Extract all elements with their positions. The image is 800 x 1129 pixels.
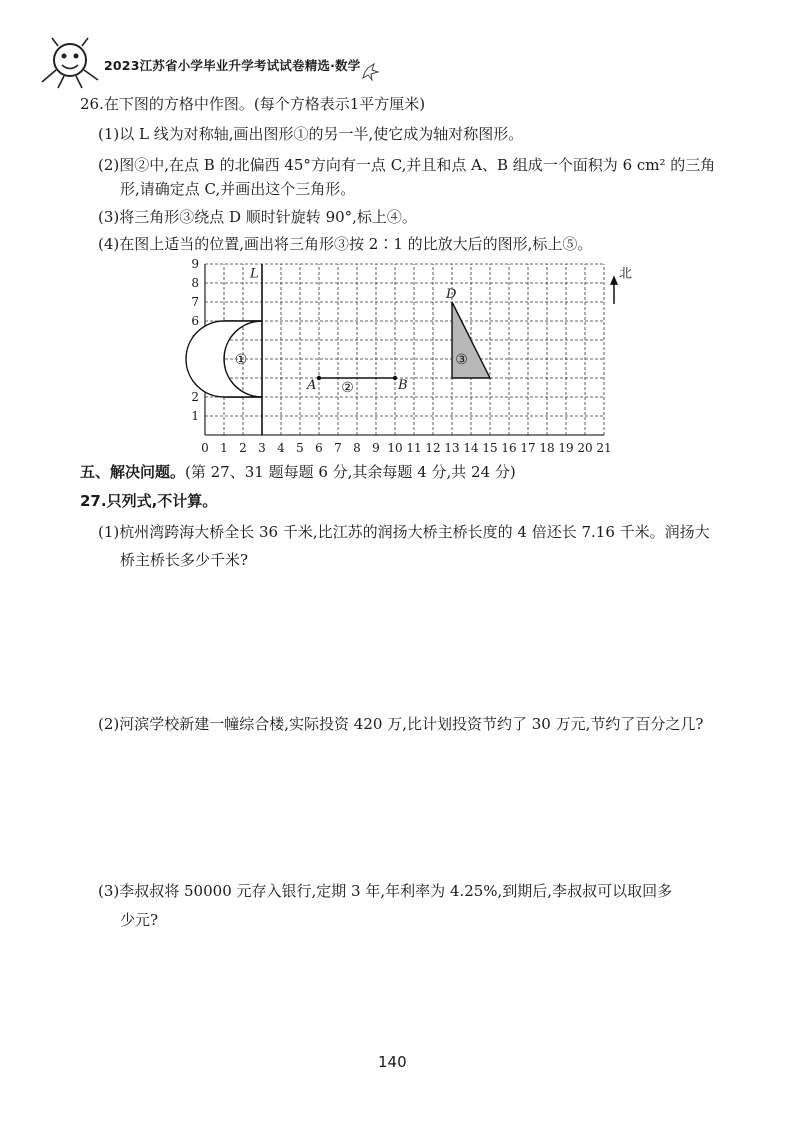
section5-heading xyxy=(80,462,516,482)
grid-lines xyxy=(205,264,604,435)
x-tick-label: 13 xyxy=(444,441,460,455)
q27-part3-line1: (3)李叔叔将 50000 元存入银行,定期 3 年,年利率为 4.25%,到期后,李叔叔可以取回多 xyxy=(98,882,673,900)
section5-title: 五、解决问题。 xyxy=(80,463,186,481)
header-title: 2023江苏省小学毕业升学考试试卷精选·数学 xyxy=(104,58,361,73)
grid-figure xyxy=(0,258,800,458)
y-tick-label: 2 xyxy=(191,390,199,404)
point-b-dot xyxy=(393,376,397,380)
x-tick-label: 6 xyxy=(315,441,323,455)
q27-stem: 27.只列式,不计算。 xyxy=(80,492,218,510)
shape3-label: ③ xyxy=(455,352,468,368)
x-tick-label: 21 xyxy=(596,441,612,455)
axis-line-l-label: L xyxy=(250,266,259,282)
grid-shapes xyxy=(186,264,632,435)
shape1-label: ① xyxy=(234,352,248,368)
section5-note: (第 27、31 题每题 6 分,其余每题 4 分,共 24 分) xyxy=(185,463,516,481)
y-tick-label: 8 xyxy=(191,276,199,290)
x-tick-label: 12 xyxy=(425,441,441,455)
point-a-dot xyxy=(317,376,321,380)
point-b-label: B xyxy=(398,378,408,393)
x-tick-label: 18 xyxy=(539,441,555,455)
y-tick-label: 7 xyxy=(191,295,199,309)
x-tick-label: 5 xyxy=(296,441,304,455)
q27-part3-line2: 少元? xyxy=(120,911,159,929)
x-tick-label: 17 xyxy=(520,441,536,455)
q26-part1: (1)以 L 线为对称轴,画出图形①的另一半,使它成为轴对称图形。 xyxy=(98,125,524,143)
x-tick-label: 11 xyxy=(406,441,422,455)
north-arrow-icon xyxy=(610,275,618,285)
page-number: 140 xyxy=(378,1053,407,1071)
q27-part1-line1: (1)杭州湾跨海大桥全长 36 千米,比江苏的润扬大桥主桥长度的 4 倍还长 7.16 千米。润扬大 xyxy=(98,523,710,541)
q27-part1-line2: 桥主桥长多少千米? xyxy=(120,551,249,569)
y-tick-label: 6 xyxy=(191,314,199,328)
x-tick-label: 19 xyxy=(558,441,574,455)
point-d-label: D xyxy=(446,287,457,302)
x-tick-label: 0 xyxy=(201,441,209,455)
y-tick-label: 1 xyxy=(191,409,199,423)
point-a-label: A xyxy=(307,378,317,393)
q26-part3: (3)将三角形③绕点 D 顺时针旋转 90°,标上④。 xyxy=(98,208,417,226)
q27-part2: (2)河滨学校新建一幢综合楼,实际投资 420 万,比计划投资节约了 30 万元,节约了百分之几? xyxy=(98,715,704,733)
x-tick-label: 10 xyxy=(387,441,403,455)
q26-part2-line2: 形,请确定点 C,并画出这个三角形。 xyxy=(120,180,356,198)
x-tick-label: 1 xyxy=(220,441,228,455)
x-tick-label: 16 xyxy=(501,441,517,455)
q26-stem: 26.在下图的方格中作图。(每个方格表示1平方厘米) xyxy=(80,95,426,113)
x-tick-label: 3 xyxy=(258,441,266,455)
north-label: 北 xyxy=(619,266,633,282)
x-tick-label: 8 xyxy=(353,441,361,455)
shape2-label: ② xyxy=(341,380,354,396)
grid-axis-labels xyxy=(191,258,611,455)
x-tick-label: 7 xyxy=(334,441,342,455)
y-tick-label: 9 xyxy=(191,258,199,271)
q26-part4: (4)在图上适当的位置,画出将三角形③按 2∶1 的比放大后的图形,标上⑤。 xyxy=(98,235,593,253)
q26-part2-line1: (2)图②中,在点 B 的北偏西 45°方向有一点 C,并且和点 A、B 组成一个面积为 6 cm² 的三角 xyxy=(98,156,716,174)
x-tick-label: 9 xyxy=(372,441,380,455)
x-tick-label: 14 xyxy=(463,441,479,455)
x-tick-label: 15 xyxy=(482,441,498,455)
x-tick-label: 2 xyxy=(239,441,247,455)
x-tick-label: 4 xyxy=(277,441,285,455)
x-tick-label: 20 xyxy=(577,441,593,455)
